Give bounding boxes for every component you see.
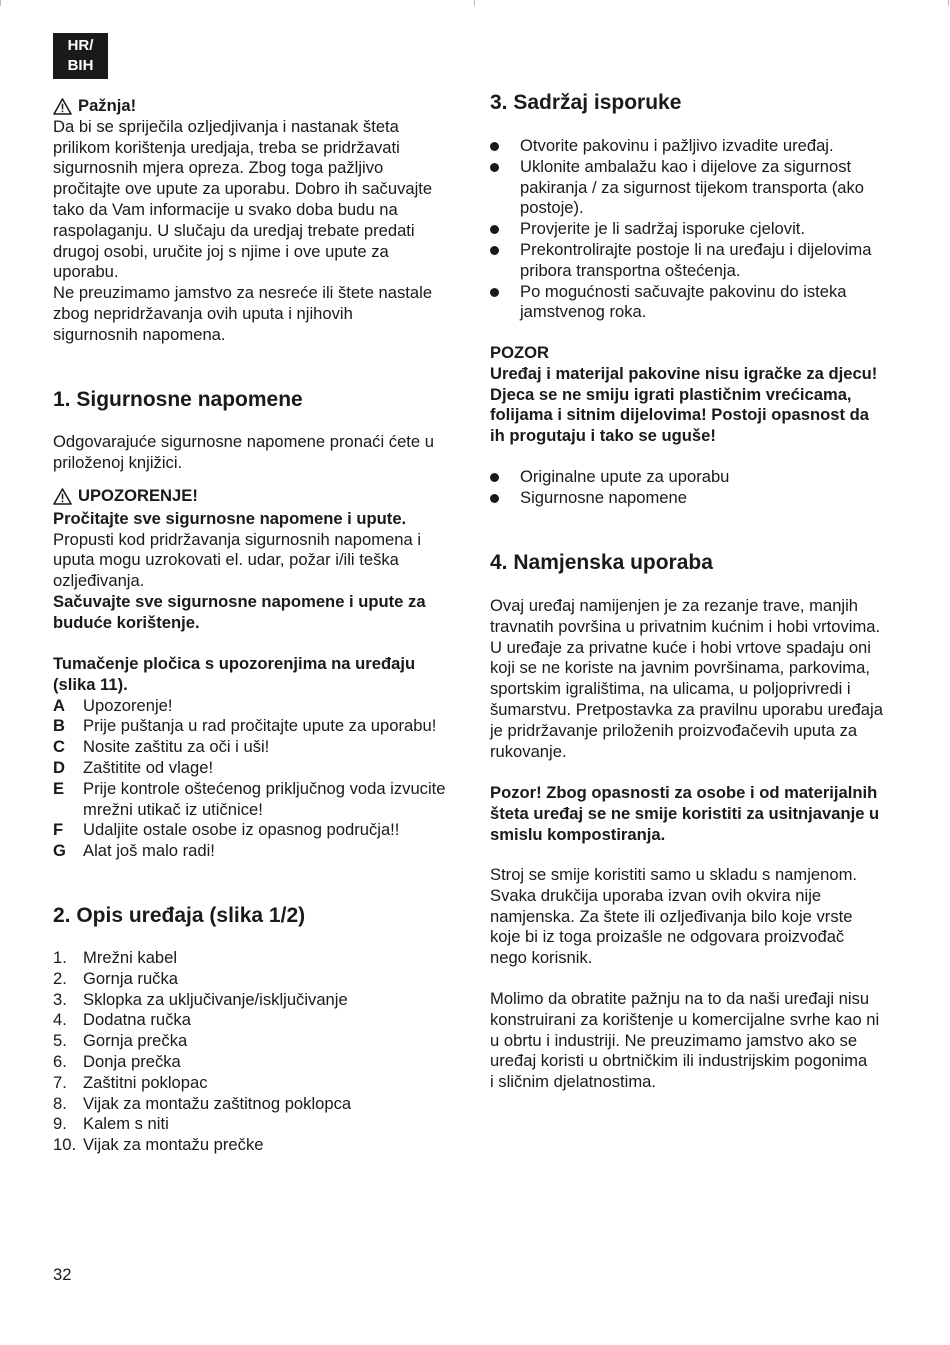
plate-letter: F bbox=[53, 820, 64, 840]
item-number: 8. bbox=[53, 1093, 67, 1113]
plate-item bbox=[53, 758, 458, 779]
text-line: je pridržavanje priloženih proizvođačevih uputa za bbox=[490, 720, 858, 740]
caution-text bbox=[490, 364, 900, 447]
bullet-icon bbox=[490, 467, 520, 488]
bullet-icon bbox=[490, 240, 520, 282]
plate-item bbox=[53, 716, 458, 737]
list-item bbox=[53, 1094, 458, 1115]
bullet-text bbox=[520, 282, 847, 324]
text-line: Otvorite pakovinu i pažljivo izvadite uređaj. bbox=[520, 136, 834, 155]
plate-text bbox=[83, 737, 269, 758]
plate-item bbox=[53, 737, 458, 758]
text-line: Djeca se ne smiju igrati plastičnim vrećicama, bbox=[490, 384, 852, 404]
delivery-contents-list bbox=[490, 467, 900, 509]
text-line: ih progutaju i tako se uguše! bbox=[490, 426, 716, 446]
plate-text bbox=[83, 696, 172, 717]
bullet-item bbox=[490, 157, 900, 219]
text-line: postoje). bbox=[520, 198, 584, 218]
section-4-heading: 4. Namjenska uporaba bbox=[490, 551, 713, 574]
text-line: Provjerite je li sadržaj isporuke cjelovit. bbox=[520, 219, 805, 239]
item-label: Mrežni kabel bbox=[83, 948, 178, 967]
text-line: Prekontrolirajte postoje li na uređaju i dijelovima bbox=[520, 239, 872, 259]
text-line: Udaljite ostale osobe iz opasnog područja!! bbox=[83, 820, 400, 840]
text-line: Prije puštanja u rad pročitajte upute za uporabu! bbox=[83, 716, 437, 736]
section-1-intro bbox=[53, 432, 458, 474]
item-label: Kalem s niti bbox=[83, 1114, 169, 1134]
intended-use-paragraph bbox=[490, 596, 900, 762]
item-number: 7. bbox=[53, 1072, 67, 1092]
plate-letter: C bbox=[53, 737, 65, 757]
text-line: Originalne upute za uporabu bbox=[520, 467, 730, 486]
text-line: mrežni utikač iz utičnice! bbox=[83, 799, 263, 819]
text-line: rukovanje. bbox=[490, 741, 567, 761]
bullet-text bbox=[520, 219, 805, 240]
plates-list bbox=[53, 696, 458, 862]
text-line: Odgovarajuće sigurnosne napomene pronaći ćete u bbox=[53, 432, 434, 451]
page-number: 32 bbox=[53, 1265, 72, 1284]
warning-triangle-icon bbox=[53, 488, 72, 505]
bullet-text bbox=[520, 488, 687, 509]
bullet-item bbox=[490, 282, 900, 324]
plate-letter: A bbox=[53, 695, 65, 715]
text-line: Propusti kod pridržavanja sigurnosnih napomena i bbox=[53, 529, 422, 549]
text-line: Stroj se smije koristiti samo u skladu s namjenom. bbox=[490, 865, 858, 884]
attention-heading bbox=[53, 96, 458, 117]
list-item bbox=[53, 969, 458, 990]
item-label: Vijak za montažu prečke bbox=[83, 1135, 264, 1155]
text-line: Tumačenje pločica s upozorenjima na uređaju bbox=[53, 654, 416, 673]
list-item bbox=[53, 948, 458, 969]
text-line: uređaj koristi u obrtničkim ili industrijskim pogonima bbox=[490, 1051, 868, 1071]
list-item bbox=[53, 1031, 458, 1052]
upozorenje-title: UPOZORENJE! bbox=[78, 486, 198, 505]
plate-text bbox=[83, 758, 213, 779]
text-line: ozljeđivanja. bbox=[53, 571, 145, 591]
list-item bbox=[53, 990, 458, 1011]
text-line: šumarstvu. Pretpostavka za pravilnu uporabu uređaja bbox=[490, 699, 883, 719]
plate-item bbox=[53, 696, 458, 717]
bullet-icon bbox=[490, 136, 520, 157]
list-item bbox=[53, 1010, 458, 1031]
text-line: Ovaj uređaj namijenjen je za rezanje trave, manjih bbox=[490, 596, 859, 615]
text-line: nego korisnik. bbox=[490, 948, 593, 968]
text-line: folijama i sitnim dijelovima! Postoji opasnost da bbox=[490, 405, 869, 425]
bullet-icon bbox=[490, 488, 520, 509]
text-line: Upozorenje! bbox=[83, 695, 173, 715]
warning-triangle-icon bbox=[53, 98, 72, 115]
text-line: zbog nepridržavanja ovih uputa i njihovih bbox=[53, 303, 353, 323]
plate-letter: D bbox=[53, 757, 65, 777]
text-line: namjenska. Za štete ili ozljeđivanja bilo koje vrste bbox=[490, 906, 853, 926]
intended-use-warning bbox=[490, 783, 900, 845]
caution-block bbox=[490, 343, 900, 447]
item-number: 5. bbox=[53, 1031, 67, 1051]
language-badge bbox=[53, 33, 108, 79]
section-2-heading: 2. Opis uređaja (slika 1/2) bbox=[53, 904, 306, 927]
plates-heading bbox=[53, 654, 458, 696]
bullet-icon bbox=[490, 282, 520, 324]
list-item bbox=[53, 1114, 458, 1135]
text-line: drugoj osobi, uručite joj s njime i ove upute za bbox=[53, 241, 389, 261]
bullet-item bbox=[490, 488, 900, 509]
text-line: U uređaje za privatne kuće i hobi vrtove spadaju oni bbox=[490, 637, 871, 657]
list-item bbox=[53, 1052, 458, 1073]
bullet-item bbox=[490, 136, 900, 157]
text-line: pročitajte ove upute za uporabu. Dobro ih sačuvajte bbox=[53, 179, 433, 199]
text-line: šteta uređaj se ne smije koristiti za usitnjavanje u bbox=[490, 803, 880, 823]
text-line: (slika 11). bbox=[53, 674, 128, 694]
attention-title: Pažnja! bbox=[78, 96, 137, 115]
bullet-text bbox=[520, 136, 834, 157]
caution-title: POZOR bbox=[490, 343, 550, 362]
text-line: jamstvenog roka. bbox=[520, 302, 647, 322]
attention-block bbox=[53, 96, 458, 346]
plate-text bbox=[83, 820, 399, 841]
list-item bbox=[53, 1135, 458, 1156]
usage-restriction-paragraph bbox=[490, 865, 900, 969]
item-label: Zaštitni poklopac bbox=[83, 1072, 208, 1092]
bullet-item bbox=[490, 467, 900, 488]
text-line: sigurnosnih mjera opreza. Zbog toga pažljivo bbox=[53, 158, 384, 178]
text-line: konstruirani za korištenje u komercijalne svrhe kao ni bbox=[490, 1009, 880, 1029]
text-line: koje bi iz toga proizašle ne odgovara proizvođač bbox=[490, 927, 845, 947]
text-line: travnatih površina u privatnim kućnim i hobi vrtovima. bbox=[490, 616, 881, 636]
list-item bbox=[53, 1073, 458, 1094]
attention-text bbox=[53, 117, 458, 346]
bullet-text bbox=[520, 157, 864, 219]
read-all-notes: Pročitajte sve sigurnosne napomene i upute. bbox=[53, 508, 407, 528]
item-number: 9. bbox=[53, 1114, 67, 1134]
bullet-text bbox=[520, 467, 729, 488]
bullet-icon bbox=[490, 219, 520, 240]
text-line: Po mogućnosti sačuvajte pakovinu do isteka bbox=[520, 281, 847, 301]
omissions-text bbox=[53, 530, 458, 592]
item-label: Gornja prečka bbox=[83, 1031, 188, 1051]
item-label: Dodatna ručka bbox=[83, 1010, 191, 1030]
text-line: buduće korištenje. bbox=[53, 612, 200, 632]
text-line: Alat još malo radi! bbox=[83, 841, 215, 861]
text-line: prilikom korištenja uredjaja, treba se pridržavati bbox=[53, 137, 400, 157]
text-line: Nosite zaštitu za oči i uši! bbox=[83, 737, 270, 757]
plate-text bbox=[83, 841, 215, 862]
text-line: raspolaganju. U slučaju da uredjaj trebate predati bbox=[53, 220, 415, 240]
keep-notes-text bbox=[53, 592, 458, 634]
plate-letter: G bbox=[53, 841, 66, 861]
text-line: tako da Vam informacije u svako doba budu na bbox=[53, 199, 398, 219]
text-line: smislu kompostiranja. bbox=[490, 824, 666, 844]
text-line: sportskim igralištima, na ulicama, u poljoprivredi i bbox=[490, 679, 851, 699]
delivery-steps-list bbox=[490, 136, 900, 323]
bullet-item bbox=[490, 219, 900, 240]
item-number: 1. bbox=[53, 948, 67, 967]
language-badge-line-2: BIH bbox=[67, 57, 94, 74]
item-label: Gornja ručka bbox=[83, 968, 178, 988]
item-number: 4. bbox=[53, 1010, 67, 1030]
parts-list bbox=[53, 948, 458, 1156]
item-label: Vijak za montažu zaštitnog poklopca bbox=[83, 1093, 352, 1113]
text-line: pribora transportna oštećenja. bbox=[520, 260, 741, 280]
text-line: priloženoj knjižici. bbox=[53, 452, 183, 472]
upozorenje-block bbox=[53, 486, 458, 634]
text-line: Prije kontrole oštećenog priključnog voda izvucite bbox=[83, 778, 446, 798]
plate-letter: B bbox=[53, 716, 65, 736]
text-line: Uklonite ambalažu kao i dijelove za sigurnost bbox=[520, 156, 852, 176]
upozorenje-heading bbox=[53, 486, 458, 507]
text-line: koji se ne koriste na javnim površinama, parkovima, bbox=[490, 658, 870, 678]
item-label: Donja prečka bbox=[83, 1051, 181, 1071]
plate-item bbox=[53, 779, 458, 821]
text-line: sigurnosnih napomena. bbox=[53, 324, 226, 344]
item-label: Sklopka za uključivanje/isključivanje bbox=[83, 989, 348, 1009]
bullet-item bbox=[490, 240, 900, 282]
text-line: Da bi se spriječila ozljedjivanja i nastanak šteta bbox=[53, 116, 399, 136]
item-number: 10. bbox=[53, 1135, 77, 1155]
plates-block bbox=[53, 654, 458, 862]
text-line: uputa mogu uzrokovati el. udar, požar i/ili teška bbox=[53, 550, 399, 570]
text-line: pakiranja / za sigurnost tijekom transporta (ako bbox=[520, 177, 865, 197]
plate-text bbox=[83, 716, 436, 737]
text-line: Sačuvajte sve sigurnosne napomene i upute za bbox=[53, 591, 426, 611]
text-line: u obrtu i industriji. Ne preuzimamo jamstvo ako se bbox=[490, 1030, 858, 1050]
bullet-text bbox=[520, 240, 871, 282]
text-line: Ne preuzimamo jamstvo za nesreće ili štete nastale bbox=[53, 283, 433, 303]
plate-text bbox=[83, 779, 446, 821]
text-line: Sigurnosne napomene bbox=[520, 487, 687, 507]
commercial-use-paragraph bbox=[490, 989, 900, 1093]
item-number: 2. bbox=[53, 968, 67, 988]
plate-item bbox=[53, 841, 458, 862]
text-line: Molimo da obratite pažnju na to da naši uređaji nisu bbox=[490, 989, 870, 1008]
bullet-icon bbox=[490, 157, 520, 219]
plate-letter: E bbox=[53, 778, 65, 798]
text-line: Uređaj i materijal pakovine nisu igračke za djecu! bbox=[490, 363, 878, 383]
language-badge-line-1: HR/ bbox=[67, 37, 94, 54]
section-1-heading: 1. Sigurnosne napomene bbox=[53, 388, 303, 411]
text-line: i sličnim djelatnostima. bbox=[490, 1072, 656, 1092]
text-line: Zaštitite od vlage! bbox=[83, 757, 214, 777]
text-line: Svaka drukčija uporaba izvan ovih okvira nije bbox=[490, 885, 822, 905]
plate-item bbox=[53, 820, 458, 841]
text-line: uporabu. bbox=[53, 262, 119, 282]
section-3-heading: 3. Sadržaj isporuke bbox=[490, 91, 682, 114]
item-number: 3. bbox=[53, 989, 67, 1009]
item-number: 6. bbox=[53, 1051, 67, 1071]
text-line: Pozor! Zbog opasnosti za osobe i od materijalnih bbox=[490, 783, 878, 802]
